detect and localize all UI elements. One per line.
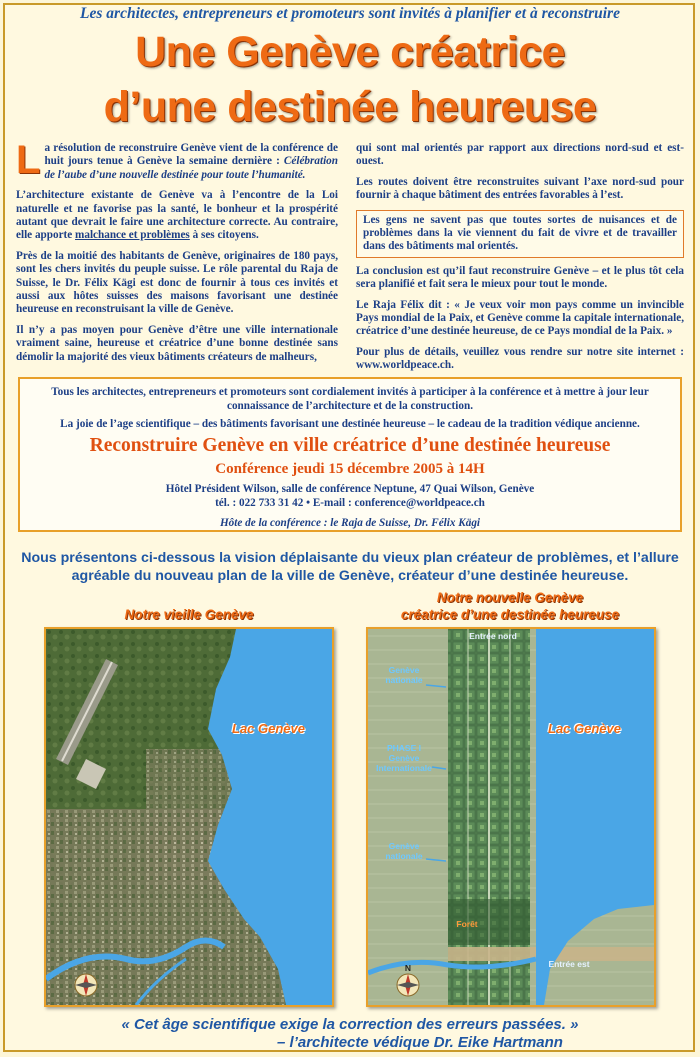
conference-contact: tél. : 022 733 31 42 • E-mail : conference@worldpeace.ch — [215, 497, 485, 509]
quote-line-1: « Cet âge scientifique exige la correction des erreurs passées. » — [121, 1016, 579, 1033]
right-column — [356, 142, 684, 380]
new-map-caption-2: créatrice d’une destinée heureuse — [400, 607, 620, 622]
paragraph-4: Il n’y a pas moyen pour Genève d’être une ville internationale vraiment saine, heureuse et créatrice d’une bonne destinée sans démolir la majorité des vieux bâtiments créateurs de malheurs, — [16, 323, 338, 363]
paragraph-1: L a résolution de reconstruire Genève vient de la conférence de huit jours tenue à Genève la semaine dernière : Célébration de l’aube d’une nouvelle destinée pour toute l’humanité. — [16, 138, 338, 182]
paragraph-2: L’architecture existante de Genève va à l’encontre de la Loi naturelle et ne favorise pas la santé, le bonheur et la prospérité autant que devrait le faire une architecture correcte. Au contraire, elle apporte malchance et problèmes à ses citoyens. — [16, 189, 338, 242]
conference-title: Reconstruire Genève en ville créatrice d’une destinée heureuse — [89, 435, 611, 456]
new-geneva-map — [366, 627, 656, 1007]
geneve-nationale-label-2: Genève nationale — [385, 841, 423, 861]
maps-intro: Nous présentons ci-dessous la vision déplaisante du vieux plan créateur de problèmes, et l’allure agréable du nouveau plan de la ville de Genève, créateur d’une destinée heureuse. — [21, 550, 679, 584]
conference-date: Conférence jeudi 15 décembre 2005 à 14H — [215, 461, 485, 477]
new-lake-label: Lac Genève — [548, 721, 621, 736]
entree-est-label: Entrée est — [548, 959, 590, 969]
old-map-caption: Notre vieille Genève — [124, 607, 254, 622]
headline-line-1: Une Genève créatrice — [135, 28, 565, 76]
phase-label: PHASE I Genève Internationale — [376, 743, 432, 773]
new-map-caption-1: Notre nouvelle Genève — [436, 590, 584, 605]
invitation-box — [18, 377, 682, 532]
kicker: Les architectes, entrepreneurs et promoteurs sont invités à planifier et à reconstruire — [80, 5, 620, 22]
paragraph-6: Les routes doivent être reconstruites suivant l’axe nord-sud pour fournir à chaque bâtiment des entrées favorables à l’est. — [356, 175, 684, 202]
dropcap: L — [16, 138, 41, 182]
paragraph-5: qui sont mal orientés par rapport aux directions nord-sud et est-ouest. — [356, 142, 684, 168]
headline-line-2: d’une destinée heureuse — [103, 83, 597, 131]
conference-venue: Hôtel Président Wilson, salle de conférence Neptune, 47 Quai Wilson, Genève — [165, 483, 535, 495]
conference-host: Hôte de la conférence : le Raja de Suisse, Dr. Félix Kägi — [219, 517, 481, 529]
entree-nord-label: Entrée nord — [469, 631, 517, 641]
invite-line-2: La joie de l’age scientifique – des bâtiments favorisant une destinée heureuse – le cadeau de la tradition védique ancienne. — [60, 418, 640, 430]
foret-label: Forêt — [456, 919, 478, 929]
paragraph-9: Pour plus de détails, veuillez vous rendre sur notre site internet : www.worldpeace.ch. — [356, 345, 684, 372]
geneve-nationale-label-1: Genève nationale — [385, 665, 423, 685]
old-geneva-map — [44, 627, 334, 1007]
paragraph-8: Le Raja Félix dit : « Je veux voir mon pays comme un invincible Pays mondial de la Paix, et Genève comme la capitale internationale, créatrice d’une destinée heureuse, de ce Pays mondial de la Paix. » — [356, 298, 684, 338]
quote-line-2: – l’architecte védique Dr. Eike Hartmann — [277, 1034, 563, 1051]
compass-n-label: N — [404, 963, 412, 973]
callout-box: Les gens ne savent pas que toutes sortes de nuisances et de problèmes dans la vie viennent du fait de vivre et de travailler dans des bâtiments mal orientés. — [356, 210, 684, 258]
invite-line-1: Tous les architectes, entrepreneurs et promoteurs sont cordialement invités à participer à la conférence et à mettre à jour leur connaissance de l’architecture et de la construction. — [51, 386, 649, 412]
paragraph-3: Près de la moitié des habitants de Genève, originaires de 180 pays, sont les chers invités du peuple suisse. Le rôle parental du Raja de Suisse, le Dr. Félix Kägi est donc de fournir à tous ces invités et aussi aux hôtes suisses des maisons favorisant une destinée heureuse en reconstruisant la ville de Genève. — [16, 249, 338, 316]
left-column — [16, 138, 338, 371]
paragraph-7: La conclusion est qu’il faut reconstruire Genève – et le plus tôt cela sera planifié et fait sera le mieux pour tout le monde. — [356, 264, 684, 291]
old-lake-label: Lac Genève — [232, 721, 305, 736]
